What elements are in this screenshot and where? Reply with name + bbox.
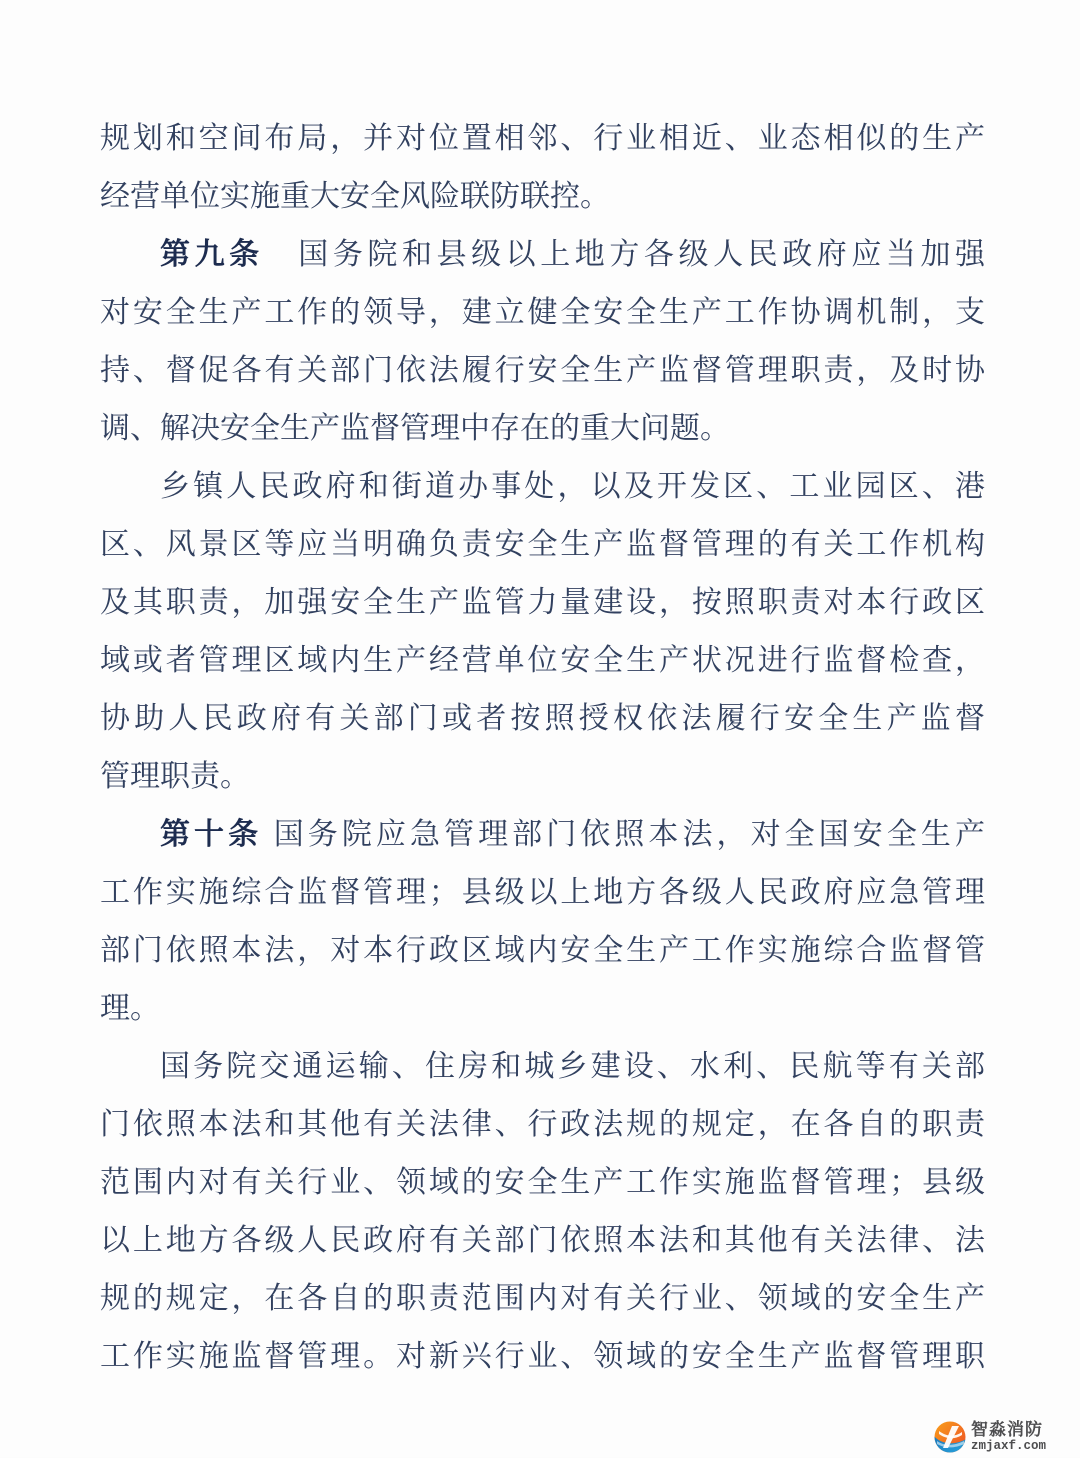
watermark-domain: zmjaxf.com: [970, 1439, 1046, 1454]
text-line: 工作实施监督管理。对新兴行业、领域的安全生产监督管理职: [100, 1340, 985, 1373]
text-line: 国务院交通运输、住房和城乡建设、水利、民航等有关部: [160, 1050, 985, 1083]
text-line: 及其职责，加强安全生产监管力量建设，按照职责对本行政区: [100, 586, 985, 619]
text-line: 范围内对有关行业、领域的安全生产工作实施监督管理；县级: [100, 1166, 985, 1199]
text-line: 乡镇人民政府和街道办事处，以及开发区、工业园区、港: [160, 470, 985, 503]
text-line: 协助人民政府有关部门或者按照授权依法履行安全生产监督: [100, 702, 985, 735]
text-run: 国务院应急管理部门依照本法，对全国安全生产: [273, 818, 985, 851]
text-line: 工作实施综合监督管理；县级以上地方各级人民政府应急管理: [100, 876, 985, 909]
document-body: [100, 110, 985, 1386]
text-line: 域或者管理区域内生产经营单位安全生产状况进行监督检查，: [100, 644, 985, 677]
text-line: 持、督促各有关部门依法履行安全生产监督管理职责，及时协: [100, 354, 985, 387]
text-line: 门依照本法和其他有关法律、行政法规的规定，在各自的职责: [100, 1108, 985, 1141]
text-line: [100, 226, 985, 284]
text-line: 对安全生产工作的领导，建立健全安全生产工作协调机制，支: [100, 296, 985, 329]
paragraph: [100, 806, 985, 1038]
watermark-brand: 智淼消防: [970, 1420, 1043, 1440]
text-line: 区、风景区等应当明确负责安全生产监督管理的有关工作机构: [100, 528, 985, 561]
text-line: 规的规定，在各自的职责范围内对有关行业、领域的安全生产: [100, 1282, 985, 1315]
text-line: [100, 806, 985, 864]
zhimiao-fire-logo-icon: [934, 1421, 966, 1453]
paragraph: [100, 226, 985, 458]
text-line: 管理职责。: [100, 760, 250, 793]
text-line: 经营单位实施重大安全风险联防联控。: [100, 180, 610, 213]
text-line: 部门依照本法，对本行政区域内安全生产工作实施综合监督管: [100, 934, 985, 967]
paragraph: [100, 458, 985, 806]
paragraph: [100, 1038, 985, 1386]
text-line: 以上地方各级人民政府有关部门依照本法和其他有关法律、法: [100, 1224, 985, 1257]
text-run: 国务院和县级以上地方各级人民政府应当加强: [298, 238, 986, 271]
watermark: [934, 1421, 1046, 1453]
article-number: 第九条: [160, 238, 264, 271]
paragraph: [100, 110, 985, 226]
article-number: 第十条: [160, 818, 263, 851]
text-line: 调、解决安全生产监督管理中存在的重大问题。: [100, 412, 730, 445]
text-line: 理。: [100, 992, 160, 1025]
text-line: 规划和空间布局，并对位置相邻、行业相近、业态相似的生产: [100, 122, 985, 155]
